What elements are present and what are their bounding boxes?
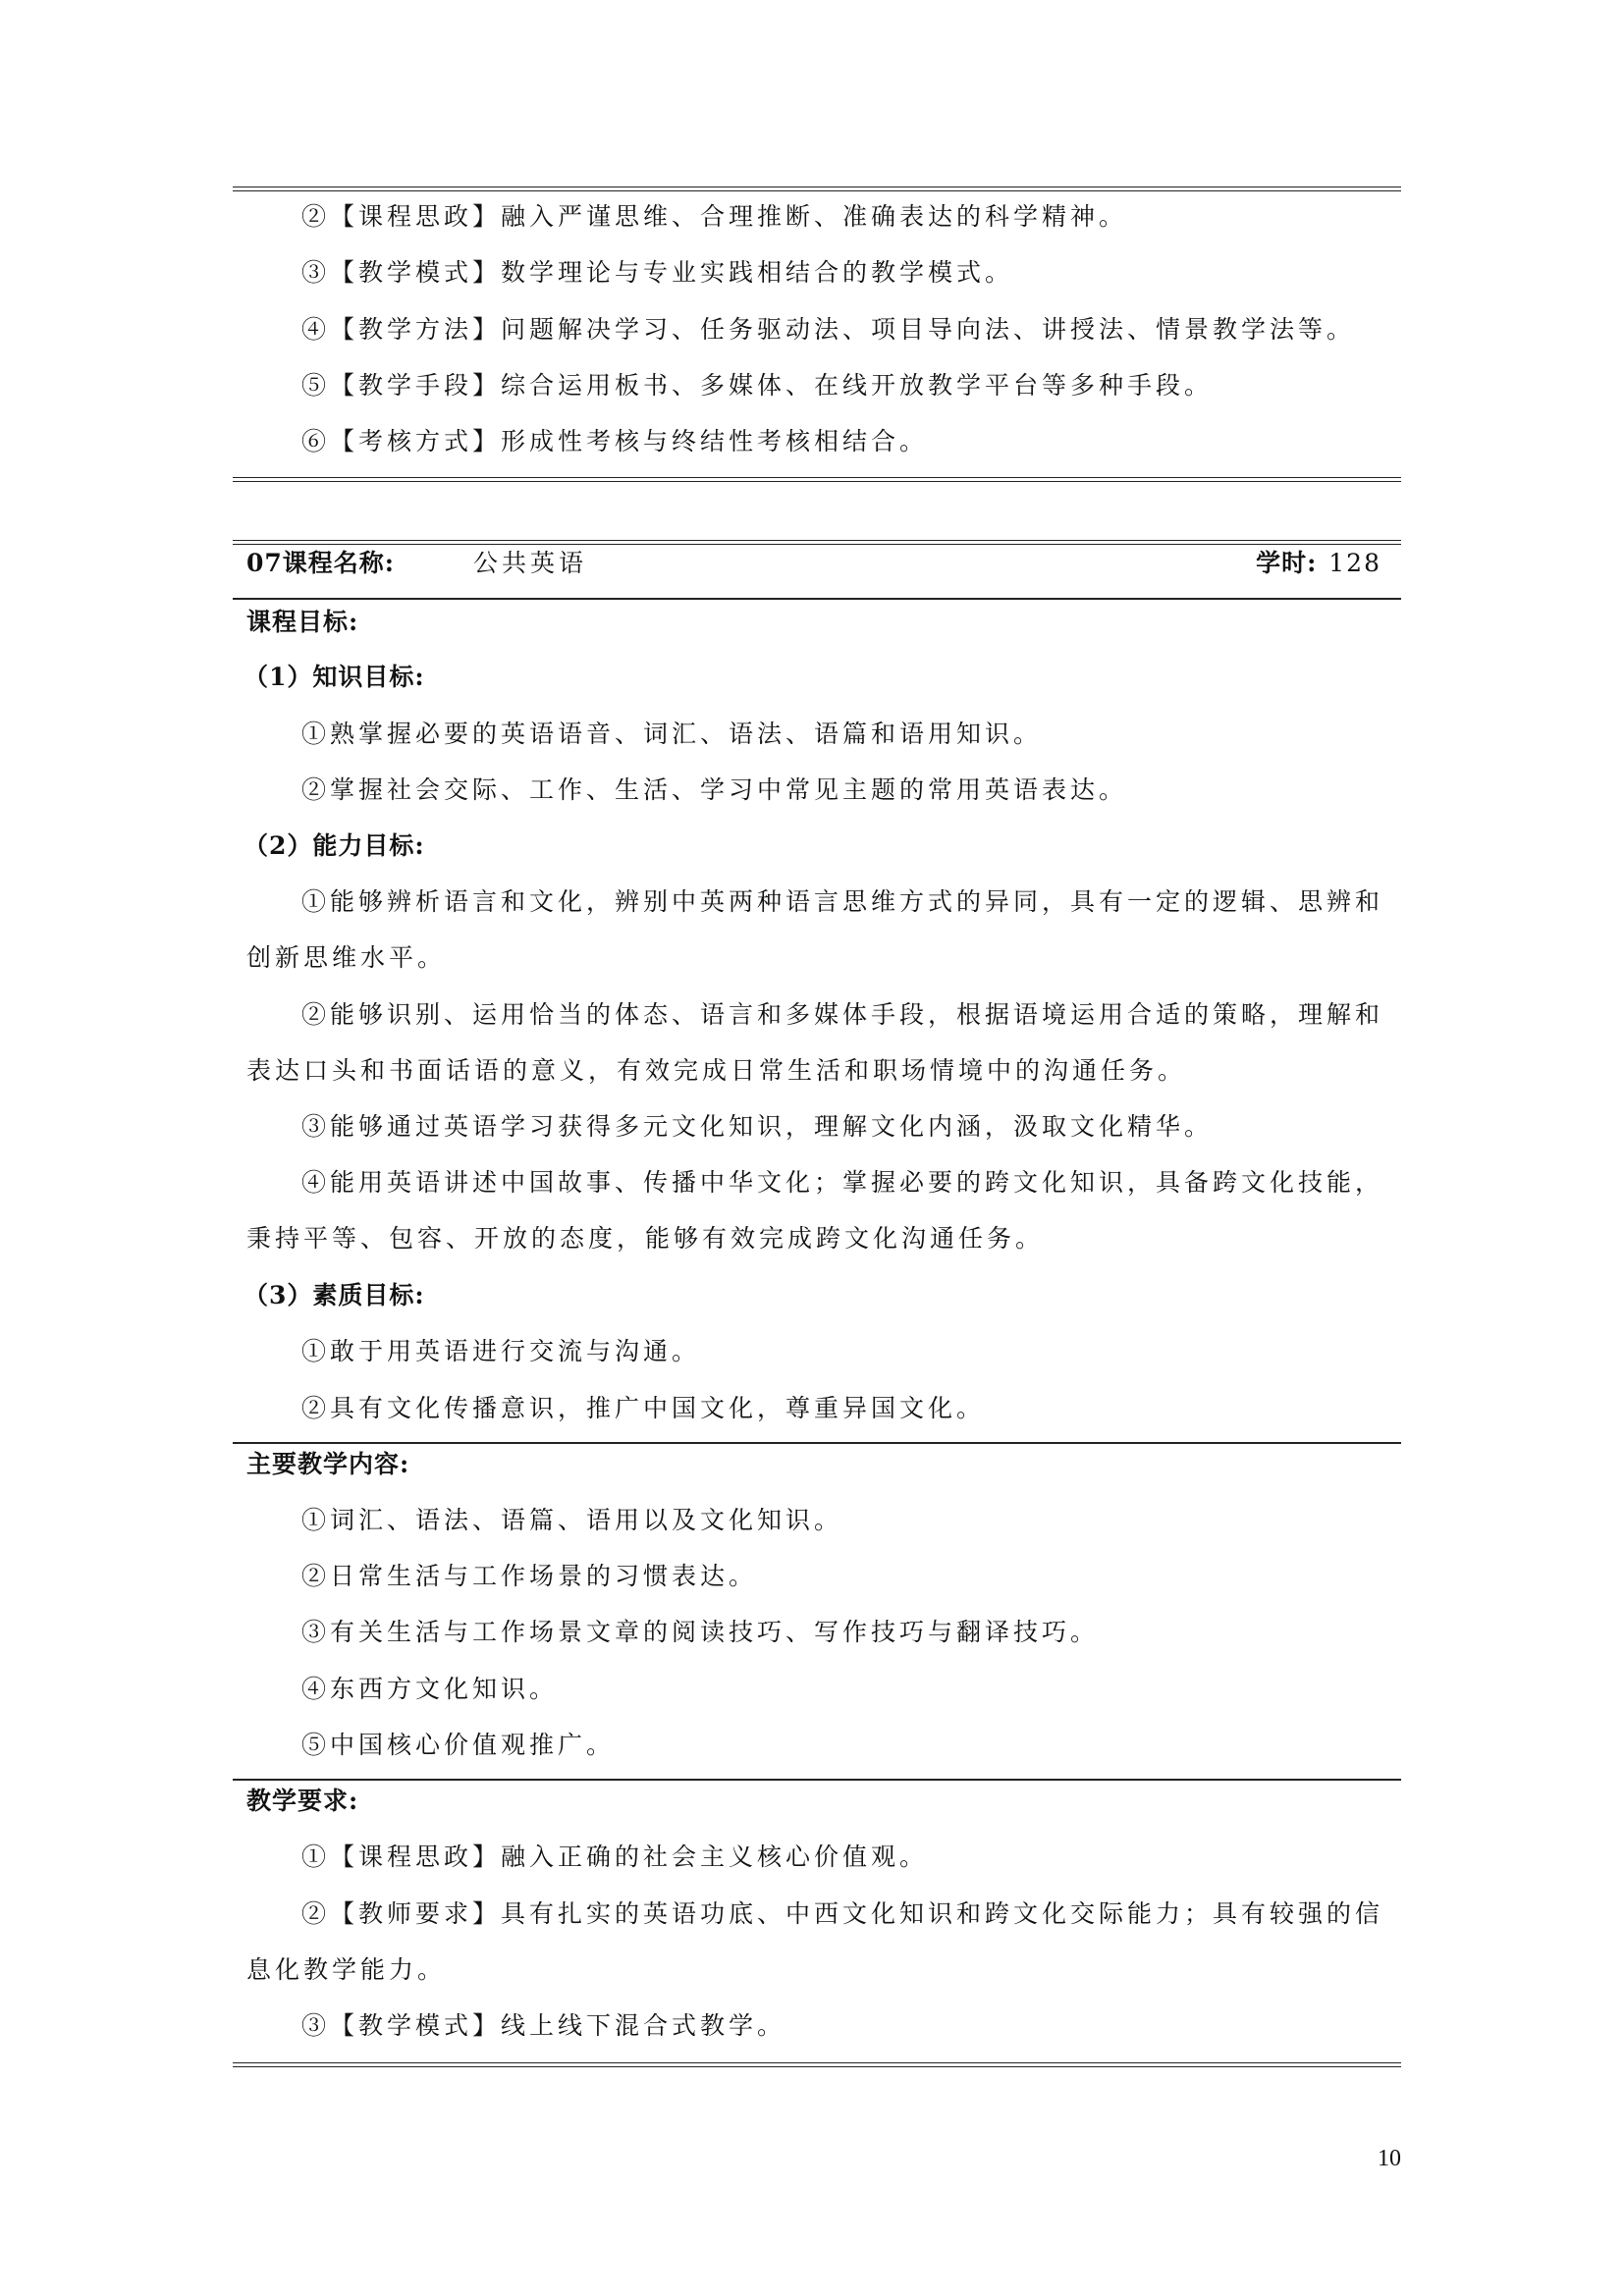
course-table-bottom-rule [233, 2062, 1401, 2067]
hours-value: 128 [1328, 549, 1381, 577]
quality-heading: （3）素质目标: [244, 1281, 425, 1309]
list-item: ⑥【考核方式】形成性考核与终结性考核相结合。 [301, 427, 929, 455]
knowledge-heading: （1）知识目标: [244, 663, 425, 691]
paragraph-line: 秉持平等、包容、开放的态度，能够有效完成跨文化沟通任务。 [246, 1224, 1045, 1253]
table-top-rule [233, 187, 1401, 191]
list-item: ④【教学方法】问题解决学习、任务驱动法、项目导向法、讲授法、情景教学法等。 [301, 315, 1356, 344]
course-hours [1256, 547, 1381, 580]
list-item: ①熟掌握必要的英语语音、词汇、语法、语篇和语用知识。 [301, 720, 1043, 748]
course-table-top-rule [233, 540, 1401, 545]
paragraph-line: ④能用英语讲述中国故事、传播中华文化；掌握必要的跨文化知识，具备跨文化技能， [301, 1168, 1384, 1197]
content-heading: 主要教学内容: [246, 1450, 410, 1478]
list-item: ③有关生活与工作场景文章的阅读技巧、写作技巧与翻译技巧。 [301, 1618, 1100, 1646]
list-item: ②具有文化传播意识，推广中国文化，尊重异国文化。 [301, 1394, 986, 1422]
ability-heading: （2）能力目标: [244, 831, 425, 860]
list-item: ①敢于用英语进行交流与沟通。 [301, 1337, 701, 1365]
list-item: ②掌握社会交际、工作、生活、学习中常见主题的常用英语表达。 [301, 775, 1128, 804]
paragraph-line: ①能够辨析语言和文化，辨别中英两种语言思维方式的异同，具有一定的逻辑、思辨和 [301, 887, 1384, 916]
course-name: 公共英语 [473, 549, 588, 577]
paragraph-line: ②【教师要求】具有扎实的英语功底、中西文化知识和跨文化交际能力；具有较强的信 [301, 1899, 1384, 1928]
list-item: ⑤【教学手段】综合运用板书、多媒体、在线开放教学平台等多种手段。 [301, 371, 1214, 400]
paragraph-line: ①【课程思政】融入正确的社会主义核心价值观。 [301, 1842, 929, 1871]
requirements-heading: 教学要求: [246, 1787, 359, 1815]
list-item: ②日常生活与工作场景的习惯表达。 [301, 1562, 758, 1590]
course-name-label: 07课程名称: [246, 549, 396, 577]
list-item: ⑤中国核心价值观推广。 [301, 1731, 616, 1759]
hours-label: 学时: [1256, 549, 1318, 577]
row-divider [233, 598, 1401, 600]
list-item: ①词汇、语法、语篇、语用以及文化知识。 [301, 1506, 843, 1534]
row-divider [233, 1442, 1401, 1444]
paragraph-line: ②能够识别、运用恰当的体态、语言和多媒体手段，根据语境运用合适的策略，理解和 [301, 1000, 1384, 1029]
goals-heading: 课程目标: [246, 608, 359, 636]
table-bottom-rule [233, 477, 1401, 482]
list-item: ②【课程思政】融入严谨思维、合理推断、准确表达的科学精神。 [301, 202, 1128, 231]
paragraph-line: ③能够通过英语学习获得多元文化知识，理解文化内涵，汲取文化精华。 [301, 1112, 1214, 1141]
list-item: ④东西方文化知识。 [301, 1675, 559, 1703]
row-divider [233, 1779, 1401, 1781]
paragraph-line: 息化教学能力。 [246, 1955, 447, 1984]
list-item: ③【教学模式】数学理论与专业实践相结合的教学模式。 [301, 258, 1014, 287]
page-number: 10 [1378, 2146, 1401, 2171]
paragraph-line: ③【教学模式】线上线下混合式教学。 [301, 2011, 786, 2040]
paragraph-line: 创新思维水平。 [246, 943, 447, 972]
paragraph-line: 表达口头和书面话语的意义，有效完成日常生活和职场情境中的沟通任务。 [246, 1056, 1187, 1085]
